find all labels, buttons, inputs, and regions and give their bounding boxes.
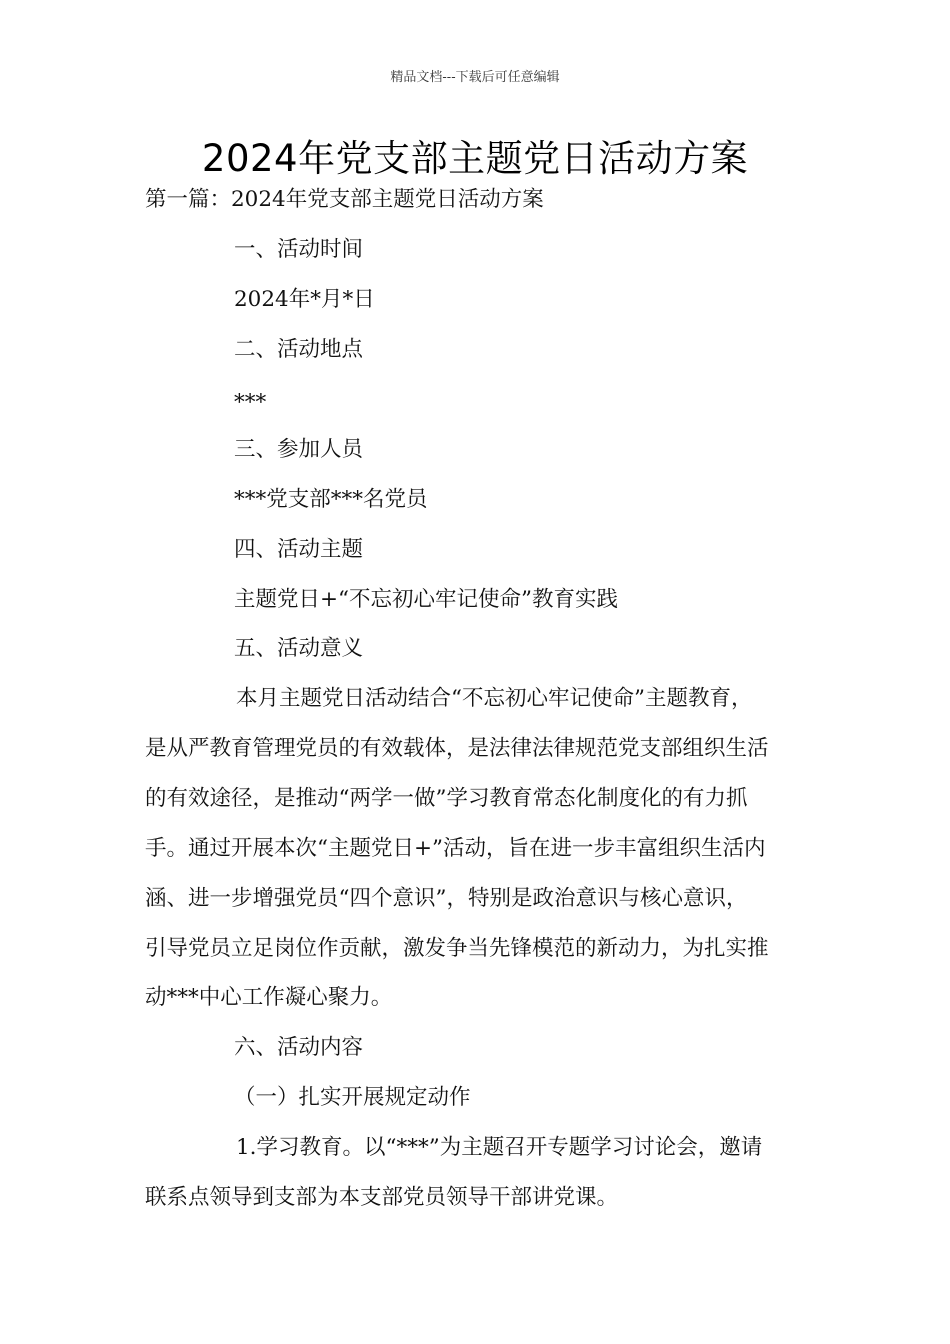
- meaning-paragraph-line: 手。通过开展本次“主题党日+”活动，旨在进一步丰富组织生活内: [145, 836, 766, 861]
- place-heading: 二、活动地点: [234, 337, 364, 362]
- meaning-paragraph-line: 动***中心工作凝心聚力。: [145, 985, 393, 1010]
- document-title: 2024年党支部主题党日活动方案: [201, 137, 749, 180]
- meaning-paragraph-line: 引导党员立足岗位作贡献，激发争当先锋模范的新动力，为扎实推: [145, 936, 769, 961]
- meaning-paragraph-line: 涵、进一步增强党员“四个意识”，特别是政治意识与核心意识，: [145, 886, 748, 911]
- time-heading: 一、活动时间: [234, 237, 364, 262]
- meaning-heading: 五、活动意义: [234, 636, 364, 661]
- theme-value: 主题党日+“不忘初心牢记使命”教育实践: [234, 587, 618, 612]
- people-value: ***党支部***名党员: [234, 487, 428, 512]
- place-value: ***: [234, 390, 267, 415]
- time-value: 2024年*月*日: [234, 287, 375, 312]
- content-heading: 六、活动内容: [234, 1035, 364, 1060]
- header-note: 精品文档---下载后可任意编辑: [390, 70, 560, 85]
- section-heading: 第一篇：2024年党支部主题党日活动方案: [145, 187, 544, 212]
- people-heading: 三、参加人员: [234, 437, 364, 462]
- study-paragraph-line: 联系点领导到支部为本支部党员领导干部讲党课。: [145, 1185, 619, 1210]
- meaning-paragraph-line: 本月主题党日活动结合“不忘初心牢记使命”主题教育，: [236, 686, 753, 711]
- meaning-paragraph-line: 的有效途径，是推动“两学一做”学习教育常态化制度化的有力抓: [145, 786, 748, 811]
- meaning-paragraph-line: 是从严教育管理党员的有效载体，是法律法律规范党支部组织生活: [145, 736, 769, 761]
- study-paragraph-line: 1.学习教育。以“***”为主题召开专题学习讨论会，邀请: [236, 1135, 763, 1160]
- theme-heading: 四、活动主题: [234, 537, 364, 562]
- content-subheading: （一）扎实开展规定动作: [234, 1085, 471, 1110]
